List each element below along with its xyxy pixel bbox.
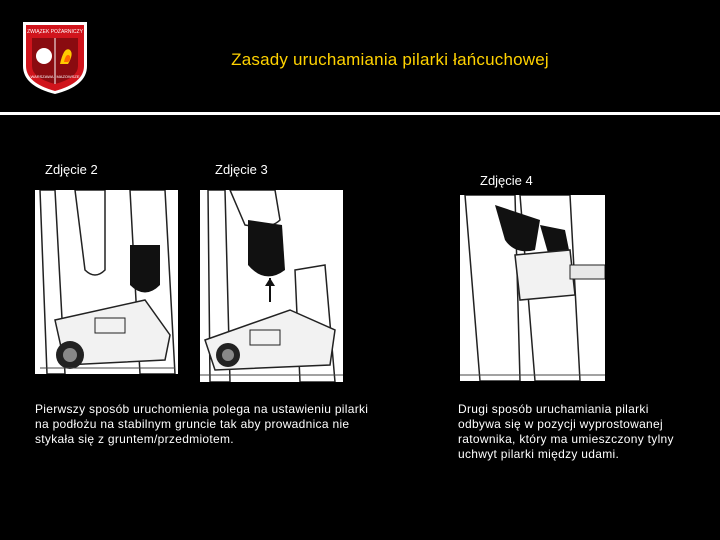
emblem-right-text: MAZOWSZE	[56, 74, 80, 79]
header-divider	[0, 112, 720, 115]
page-title: Zasady uruchamiania pilarki łańcuchowej	[231, 50, 549, 69]
caption-photo-2: Zdjęcie 2	[45, 162, 98, 177]
chainsaw-start-ground-illustration	[35, 190, 178, 374]
emblem-top-text: ZWIĄZEK POŻARNICZY	[27, 29, 83, 35]
description-first-method: Pierwszy sposób uruchomienia polega na ustawieniu pilarki na podłożu na stabilnym gruncie tak aby prowadnica nie stykała się z gruntem/przedmiotem.	[35, 402, 369, 446]
description-second-method: Drugi sposób uruchamiania pilarki odbywa się w pozycji wyprostowanej ratownika, który ma umieszczony tylny uchwyt pilarki między udami.	[458, 402, 674, 461]
caption-photo-3: Zdjęcie 3	[215, 162, 268, 177]
caption-photo-4: Zdjęcie 4	[480, 173, 533, 188]
chainsaw-between-thighs-illustration	[460, 195, 605, 381]
chainsaw-pull-cord-illustration	[200, 190, 343, 382]
emblem-left-text: WARSZAWA	[30, 74, 54, 79]
fire-brigade-emblem-icon	[20, 16, 90, 96]
